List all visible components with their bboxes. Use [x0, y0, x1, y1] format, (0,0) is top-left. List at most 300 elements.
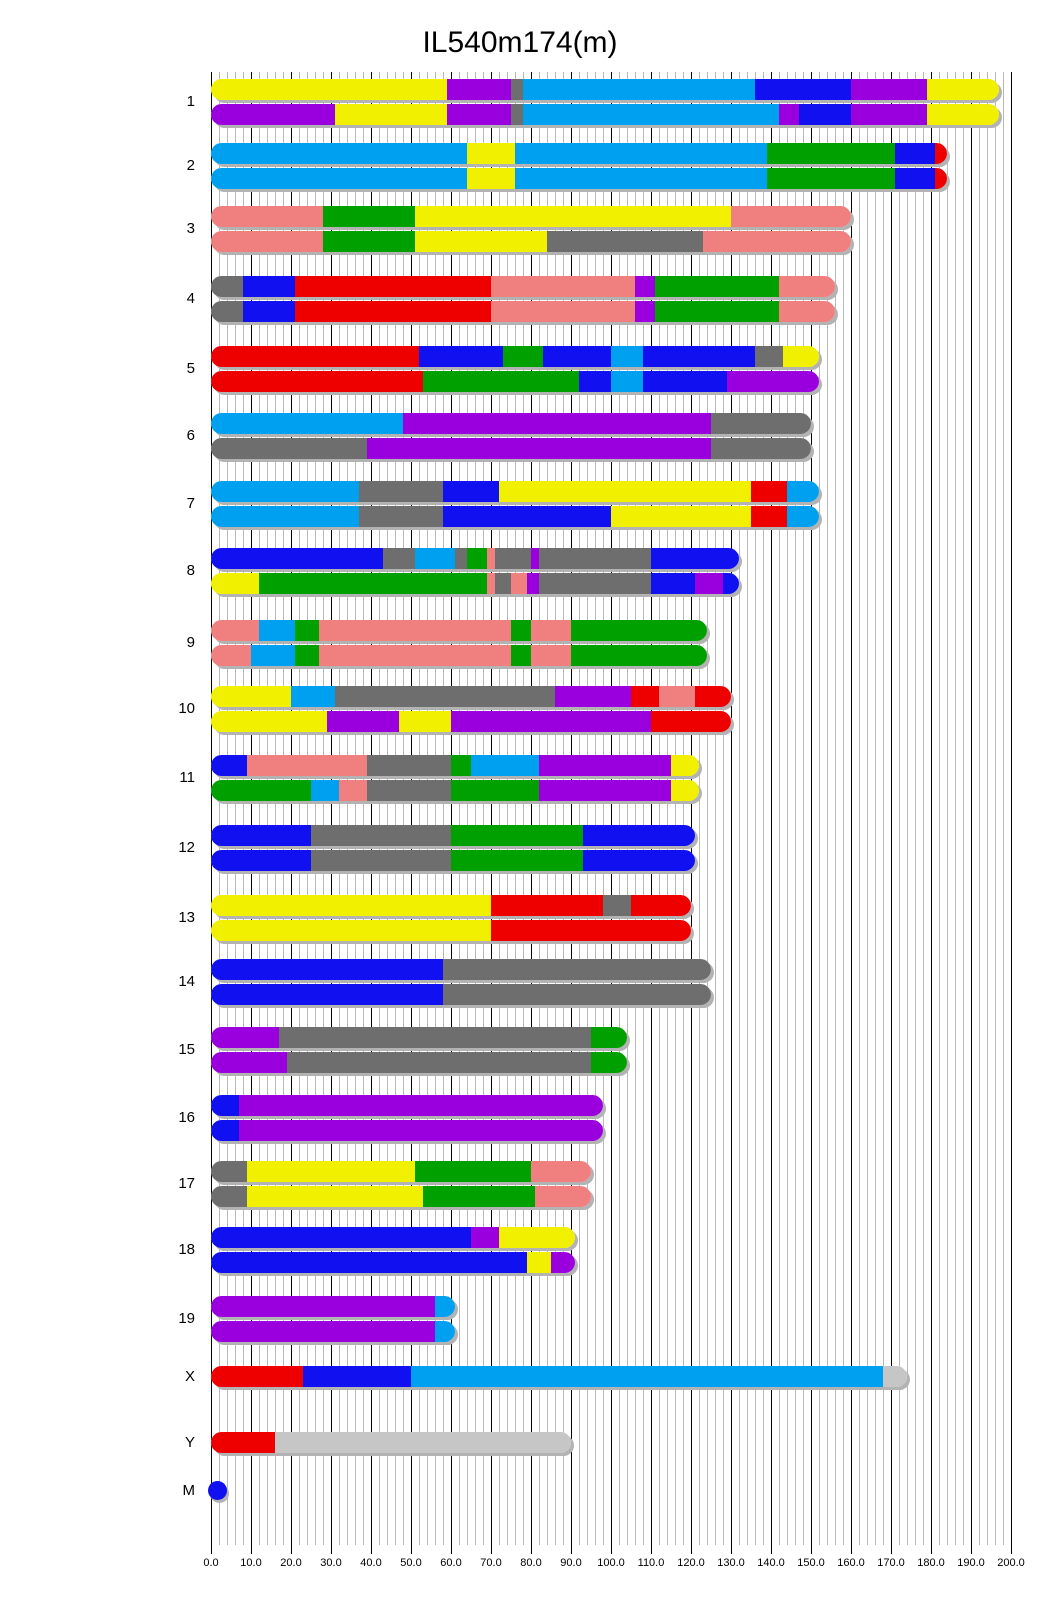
haplotype-segment: [551, 1252, 575, 1273]
gridline-minor: [963, 72, 964, 1545]
haplotype-segment: [531, 548, 539, 569]
haplotype-segment: [239, 1095, 603, 1116]
haplotype-segment: [211, 506, 359, 527]
haplotype-segment: [367, 780, 451, 801]
haplotype-segment: [695, 686, 731, 707]
haplotype-segment: [443, 481, 499, 502]
x-axis-tick: [1011, 1545, 1012, 1554]
haplotype-segment: [295, 276, 491, 297]
haplotype-segment: [447, 79, 511, 100]
x-axis-tick: [811, 1545, 812, 1554]
x-axis-tick: [651, 1545, 652, 1554]
haplotype-bar: [211, 780, 699, 801]
gridline-minor: [899, 72, 900, 1545]
haplotype-segment: [539, 548, 651, 569]
haplotype-bar: [211, 104, 999, 125]
haplotype-segment: [423, 1186, 535, 1207]
haplotype-segment: [523, 79, 755, 100]
haplotype-segment: [531, 1161, 591, 1182]
haplotype-bar: [211, 206, 851, 227]
haplotype-bar: [211, 438, 811, 459]
haplotype-segment: [327, 711, 399, 732]
haplotype-segment: [779, 104, 799, 125]
haplotype-segment: [935, 168, 947, 189]
haplotype-segment: [455, 548, 467, 569]
haplotype-segment: [211, 645, 251, 666]
haplotype-segment: [211, 481, 359, 502]
chromosome-label: 2: [186, 157, 195, 174]
haplotype-segment: [211, 206, 323, 227]
haplotype-segment: [927, 104, 999, 125]
haplotype-bar: [211, 1366, 907, 1387]
gridline-minor: [859, 72, 860, 1545]
haplotype-segment: [287, 1052, 591, 1073]
haplotype-segment: [543, 346, 611, 367]
haplotype-segment: [451, 755, 471, 776]
haplotype-segment: [211, 231, 323, 252]
haplotype-segment: [423, 371, 579, 392]
chromosome-label: 7: [186, 495, 195, 512]
haplotype-segment: [211, 825, 311, 846]
haplotype-segment: [755, 79, 851, 100]
haplotype-segment: [695, 573, 723, 594]
haplotype-bar: [211, 1120, 603, 1141]
x-axis-tick-label: 60.0: [440, 1557, 462, 1569]
chromosome-label: X: [184, 1367, 195, 1385]
haplotype-segment: [211, 1432, 275, 1453]
haplotype-segment: [783, 346, 819, 367]
haplotype-segment: [579, 371, 611, 392]
haplotype-segment: [335, 104, 447, 125]
haplotype-segment: [571, 645, 707, 666]
haplotype-segment: [211, 143, 467, 164]
haplotype-segment: [211, 1366, 303, 1387]
haplotype-bar: [211, 573, 739, 594]
haplotype-segment: [491, 276, 635, 297]
x-axis-tick: [891, 1545, 892, 1554]
x-axis-tick: [291, 1545, 292, 1554]
haplotype-segment: [211, 1161, 247, 1182]
haplotype-segment: [211, 413, 403, 434]
chromosome-label: 8: [186, 562, 195, 579]
haplotype-segment: [403, 413, 711, 434]
haplotype-segment: [295, 620, 319, 641]
haplotype-bar: [211, 1227, 575, 1248]
haplotype-segment: [651, 711, 731, 732]
haplotype-segment: [851, 104, 927, 125]
haplotype-segment: [419, 346, 503, 367]
haplotype-segment: [415, 548, 455, 569]
x-axis-tick-label: 80.0: [520, 1557, 542, 1569]
haplotype-segment: [211, 548, 383, 569]
haplotype-segment: [751, 481, 787, 502]
haplotype-segment: [611, 506, 751, 527]
haplotype-segment: [651, 573, 695, 594]
haplotype-bar: [211, 620, 707, 641]
haplotype-segment: [303, 1366, 411, 1387]
chromosome-label: 6: [186, 427, 195, 444]
x-axis-tick: [851, 1545, 852, 1554]
haplotype-segment: [211, 755, 247, 776]
x-axis-tick-label: 200.0: [997, 1557, 1025, 1569]
gridline-minor: [995, 72, 996, 1545]
gridline-minor: [939, 72, 940, 1545]
gridline-major: [1011, 72, 1012, 1545]
haplotype-bar: [211, 506, 819, 527]
haplotype-bar: [211, 231, 851, 252]
haplotype-segment: [211, 1052, 287, 1073]
haplotype-segment: [443, 959, 711, 980]
haplotype-segment: [335, 686, 555, 707]
haplotype-segment: [515, 143, 767, 164]
x-axis-tick-label: 170.0: [877, 1557, 905, 1569]
haplotype-segment: [767, 168, 895, 189]
haplotype-segment: [571, 620, 707, 641]
haplotype-segment: [499, 1227, 575, 1248]
chromosome-label: 19: [178, 1310, 195, 1327]
haplotype-segment: [671, 780, 699, 801]
x-axis-tick: [771, 1545, 772, 1554]
haplotype-segment: [211, 620, 259, 641]
haplotype-bar: [211, 895, 691, 916]
haplotype-segment: [895, 143, 935, 164]
haplotype-segment: [527, 1252, 551, 1273]
haplotype-segment: [259, 573, 487, 594]
x-axis-tick: [571, 1545, 572, 1554]
x-axis-tick: [411, 1545, 412, 1554]
chromosome-label: 18: [178, 1241, 195, 1258]
haplotype-bar: [211, 984, 711, 1005]
haplotype-segment: [635, 276, 655, 297]
haplotype-segment: [895, 168, 935, 189]
chromosome-label: Y: [184, 1433, 195, 1451]
haplotype-segment: [415, 1161, 531, 1182]
chromosome-label: 17: [178, 1175, 195, 1192]
haplotype-bar: [211, 413, 811, 434]
haplotype-segment: [471, 1227, 499, 1248]
haplotype-segment: [211, 850, 311, 871]
haplotype-segment: [467, 143, 515, 164]
haplotype-bar: [211, 1186, 591, 1207]
haplotype-bar: [211, 548, 739, 569]
haplotype-segment: [211, 1095, 239, 1116]
haplotype-segment: [751, 506, 787, 527]
haplotype-segment: [471, 755, 539, 776]
haplotype-segment: [539, 573, 651, 594]
haplotype-segment: [319, 620, 511, 641]
haplotype-segment: [247, 755, 367, 776]
chromosome-label: 1: [186, 93, 195, 110]
x-axis-tick-label: 150.0: [797, 1557, 825, 1569]
x-axis-tick-label: 0.0: [203, 1557, 219, 1569]
haplotype-segment: [211, 711, 327, 732]
x-axis-tick-label: 120.0: [677, 1557, 705, 1569]
haplotype-segment: [787, 506, 819, 527]
haplotype-segment: [251, 645, 295, 666]
haplotype-segment: [447, 104, 511, 125]
haplotype-segment: [591, 1052, 627, 1073]
haplotype-segment: [311, 780, 339, 801]
haplotype-segment: [211, 780, 311, 801]
haplotype-segment: [239, 1120, 603, 1141]
haplotype-segment: [211, 1227, 471, 1248]
haplotype-segment: [547, 231, 703, 252]
chromosome-label: 15: [178, 1041, 195, 1058]
haplotype-segment: [491, 301, 635, 322]
haplotype-segment: [631, 686, 659, 707]
gridline-minor: [843, 72, 844, 1545]
haplotype-bar: [211, 959, 711, 980]
haplotype-bar: [211, 143, 947, 164]
haplotype-segment: [275, 1432, 571, 1453]
haplotype-bar: [211, 276, 835, 297]
haplotype-segment: [211, 1296, 435, 1317]
haplotype-segment: [583, 850, 695, 871]
haplotype-segment: [383, 548, 415, 569]
haplotype-segment: [851, 79, 927, 100]
haplotype-segment: [443, 984, 711, 1005]
haplotype-bar: [211, 1161, 591, 1182]
x-axis-tick: [931, 1545, 932, 1554]
haplotype-segment: [515, 168, 767, 189]
gridline-major: [891, 72, 892, 1545]
x-axis-tick-label: 20.0: [280, 1557, 302, 1569]
x-axis-tick: [531, 1545, 532, 1554]
haplotype-segment: [211, 301, 243, 322]
haplotype-segment: [211, 371, 423, 392]
gridline-minor: [923, 72, 924, 1545]
haplotype-segment: [211, 1321, 435, 1342]
haplotype-segment: [491, 895, 603, 916]
haplotype-segment: [591, 1027, 627, 1048]
haplotype-segment: [247, 1186, 423, 1207]
haplotype-bar: [211, 346, 819, 367]
haplotype-segment: [243, 301, 295, 322]
haplotype-segment: [211, 79, 447, 100]
haplotype-segment: [611, 346, 643, 367]
gridline-minor: [955, 72, 956, 1545]
haplotype-segment: [511, 79, 523, 100]
x-axis-tick-label: 190.0: [957, 1557, 985, 1569]
haplotype-segment: [495, 573, 511, 594]
x-axis-tick-label: 30.0: [320, 1557, 342, 1569]
haplotype-segment: [451, 780, 539, 801]
gridline-minor: [875, 72, 876, 1545]
haplotype-segment: [211, 1252, 527, 1273]
haplotype-segment: [539, 755, 671, 776]
chromosome-label: M: [182, 1481, 195, 1499]
haplotype-segment: [799, 104, 851, 125]
haplotype-segment: [779, 301, 835, 322]
haplotype-segment: [511, 104, 523, 125]
haplotype-segment: [247, 1161, 415, 1182]
haplotype-segment: [259, 620, 295, 641]
gridline-major: [971, 72, 972, 1545]
haplotype-segment: [711, 438, 811, 459]
haplotype-segment: [359, 481, 443, 502]
haplotype-segment: [367, 438, 711, 459]
haplotype-segment: [211, 168, 467, 189]
x-axis-tick: [211, 1545, 212, 1554]
x-axis-tick-label: 130.0: [717, 1557, 745, 1569]
haplotype-segment: [243, 276, 295, 297]
x-axis-tick-label: 100.0: [597, 1557, 625, 1569]
x-axis-tick-label: 70.0: [480, 1557, 502, 1569]
gridline-minor: [907, 72, 908, 1545]
chromosome-label: 4: [186, 290, 195, 307]
haplotype-segment: [503, 346, 543, 367]
gridline-minor: [867, 72, 868, 1545]
haplotype-segment: [631, 895, 691, 916]
haplotype-segment: [491, 920, 691, 941]
haplotype-bar: [211, 645, 707, 666]
x-axis-tick-label: 90.0: [560, 1557, 582, 1569]
x-axis-tick: [331, 1545, 332, 1554]
haplotype-bar: [211, 1027, 627, 1048]
haplotype-segment: [323, 231, 415, 252]
haplotype-segment: [211, 920, 491, 941]
haplotype-segment: [319, 645, 511, 666]
haplotype-bar: [211, 481, 819, 502]
haplotype-segment: [211, 686, 291, 707]
haplotype-segment: [787, 481, 819, 502]
x-axis-tick-label: 50.0: [400, 1557, 422, 1569]
haplotype-segment: [211, 895, 491, 916]
gridline-minor: [883, 72, 884, 1545]
x-axis-tick-label: 110.0: [637, 1557, 665, 1569]
haplotype-segment: [311, 825, 451, 846]
haplotype-segment: [211, 984, 443, 1005]
haplotype-segment: [603, 895, 631, 916]
haplotype-segment: [531, 620, 571, 641]
haplotype-bar: [211, 711, 731, 732]
haplotype-segment: [295, 645, 319, 666]
haplotype-bar: [211, 1052, 627, 1073]
haplotype-segment: [527, 573, 539, 594]
haplotype-segment: [659, 686, 695, 707]
x-axis-tick: [611, 1545, 612, 1554]
chromosome-label: 11: [179, 769, 195, 786]
haplotype-segment: [539, 780, 671, 801]
haplotype-segment: [211, 959, 443, 980]
x-axis-tick: [251, 1545, 252, 1554]
haplotype-segment: [435, 1321, 455, 1342]
haplotype-segment: [655, 301, 779, 322]
haplotype-segment: [495, 548, 531, 569]
haplotype-segment: [411, 1366, 883, 1387]
x-axis-tick: [731, 1545, 732, 1554]
x-axis-tick-label: 10.0: [240, 1557, 262, 1569]
haplotype-segment: [511, 620, 531, 641]
haplotype-segment: [635, 301, 655, 322]
haplotype-segment: [467, 548, 487, 569]
haplotype-bar: [211, 371, 819, 392]
haplotype-segment: [671, 755, 699, 776]
haplotype-bar: [211, 920, 691, 941]
haplotype-bar: [211, 79, 999, 100]
haplotype-bar: [211, 1321, 455, 1342]
haplotype-segment: [415, 206, 731, 227]
haplotype-segment: [655, 276, 779, 297]
haplotype-segment: [583, 825, 695, 846]
haplotype-segment: [211, 573, 259, 594]
haplotype-bar: [211, 1252, 575, 1273]
gridline-major: [851, 72, 852, 1545]
haplotype-segment: [511, 645, 531, 666]
x-axis-tick-label: 140.0: [757, 1557, 785, 1569]
haplotype-segment: [723, 573, 739, 594]
haplotype-bar: [211, 686, 731, 707]
x-axis-tick: [371, 1545, 372, 1554]
gridline-minor: [1003, 72, 1004, 1545]
gridline-minor: [915, 72, 916, 1545]
haplotype-segment: [291, 686, 335, 707]
haplotype-segment: [451, 825, 583, 846]
haplotype-segment: [211, 276, 243, 297]
haplotype-segment: [311, 850, 451, 871]
haplotype-segment: [279, 1027, 591, 1048]
haplotype-segment: [927, 79, 999, 100]
haplotype-bar: [211, 1296, 455, 1317]
haplotype-segment: [359, 506, 443, 527]
haplotype-segment: [731, 206, 851, 227]
chart-title: IL540m174(m): [422, 26, 618, 59]
haplotype-segment: [451, 711, 651, 732]
haplotype-segment: [211, 438, 367, 459]
x-axis-tick-label: 40.0: [360, 1557, 382, 1569]
haplotype-segment: [487, 573, 495, 594]
haplotype-segment: [767, 143, 895, 164]
haplotype-segment: [651, 548, 739, 569]
haplotype-segment: [535, 1186, 591, 1207]
haplotype-segment: [727, 371, 819, 392]
haplotype-segment: [643, 346, 755, 367]
x-axis-tick: [491, 1545, 492, 1554]
haplotype-bar: [211, 755, 699, 776]
chromosome-label: 14: [178, 973, 195, 990]
haplotype-segment: [531, 645, 571, 666]
chromosome-label: 9: [186, 634, 195, 651]
chromosome-label: 16: [178, 1109, 195, 1126]
haplotype-segment: [295, 301, 491, 322]
gridline-minor: [987, 72, 988, 1545]
haplotype-segment: [511, 573, 527, 594]
haplotype-segment: [399, 711, 451, 732]
haplotype-bar: [211, 825, 695, 846]
x-axis-tick: [971, 1545, 972, 1554]
haplotype-bar: [211, 1095, 603, 1116]
haplotype-segment: [211, 1186, 247, 1207]
chromosome-label: 10: [178, 700, 195, 717]
chromosome-label: 13: [178, 909, 195, 926]
haplotype-segment: [779, 276, 835, 297]
haplotype-segment: [499, 481, 751, 502]
haplotype-segment: [367, 755, 451, 776]
x-axis-tick-label: 160.0: [837, 1557, 865, 1569]
gridline-minor: [979, 72, 980, 1545]
haplotype-segment: [211, 1027, 279, 1048]
haplotype-segment: [323, 206, 415, 227]
chromosome-label: 3: [186, 220, 195, 237]
haplotype-segment: [711, 413, 811, 434]
haplotype-segment: [211, 1120, 239, 1141]
haplotype-segment: [555, 686, 631, 707]
haplotype-segment: [935, 143, 947, 164]
haplotype-segment: [443, 506, 611, 527]
x-axis-tick: [451, 1545, 452, 1554]
haplotype-segment: [643, 371, 727, 392]
haplotype-segment: [451, 850, 583, 871]
